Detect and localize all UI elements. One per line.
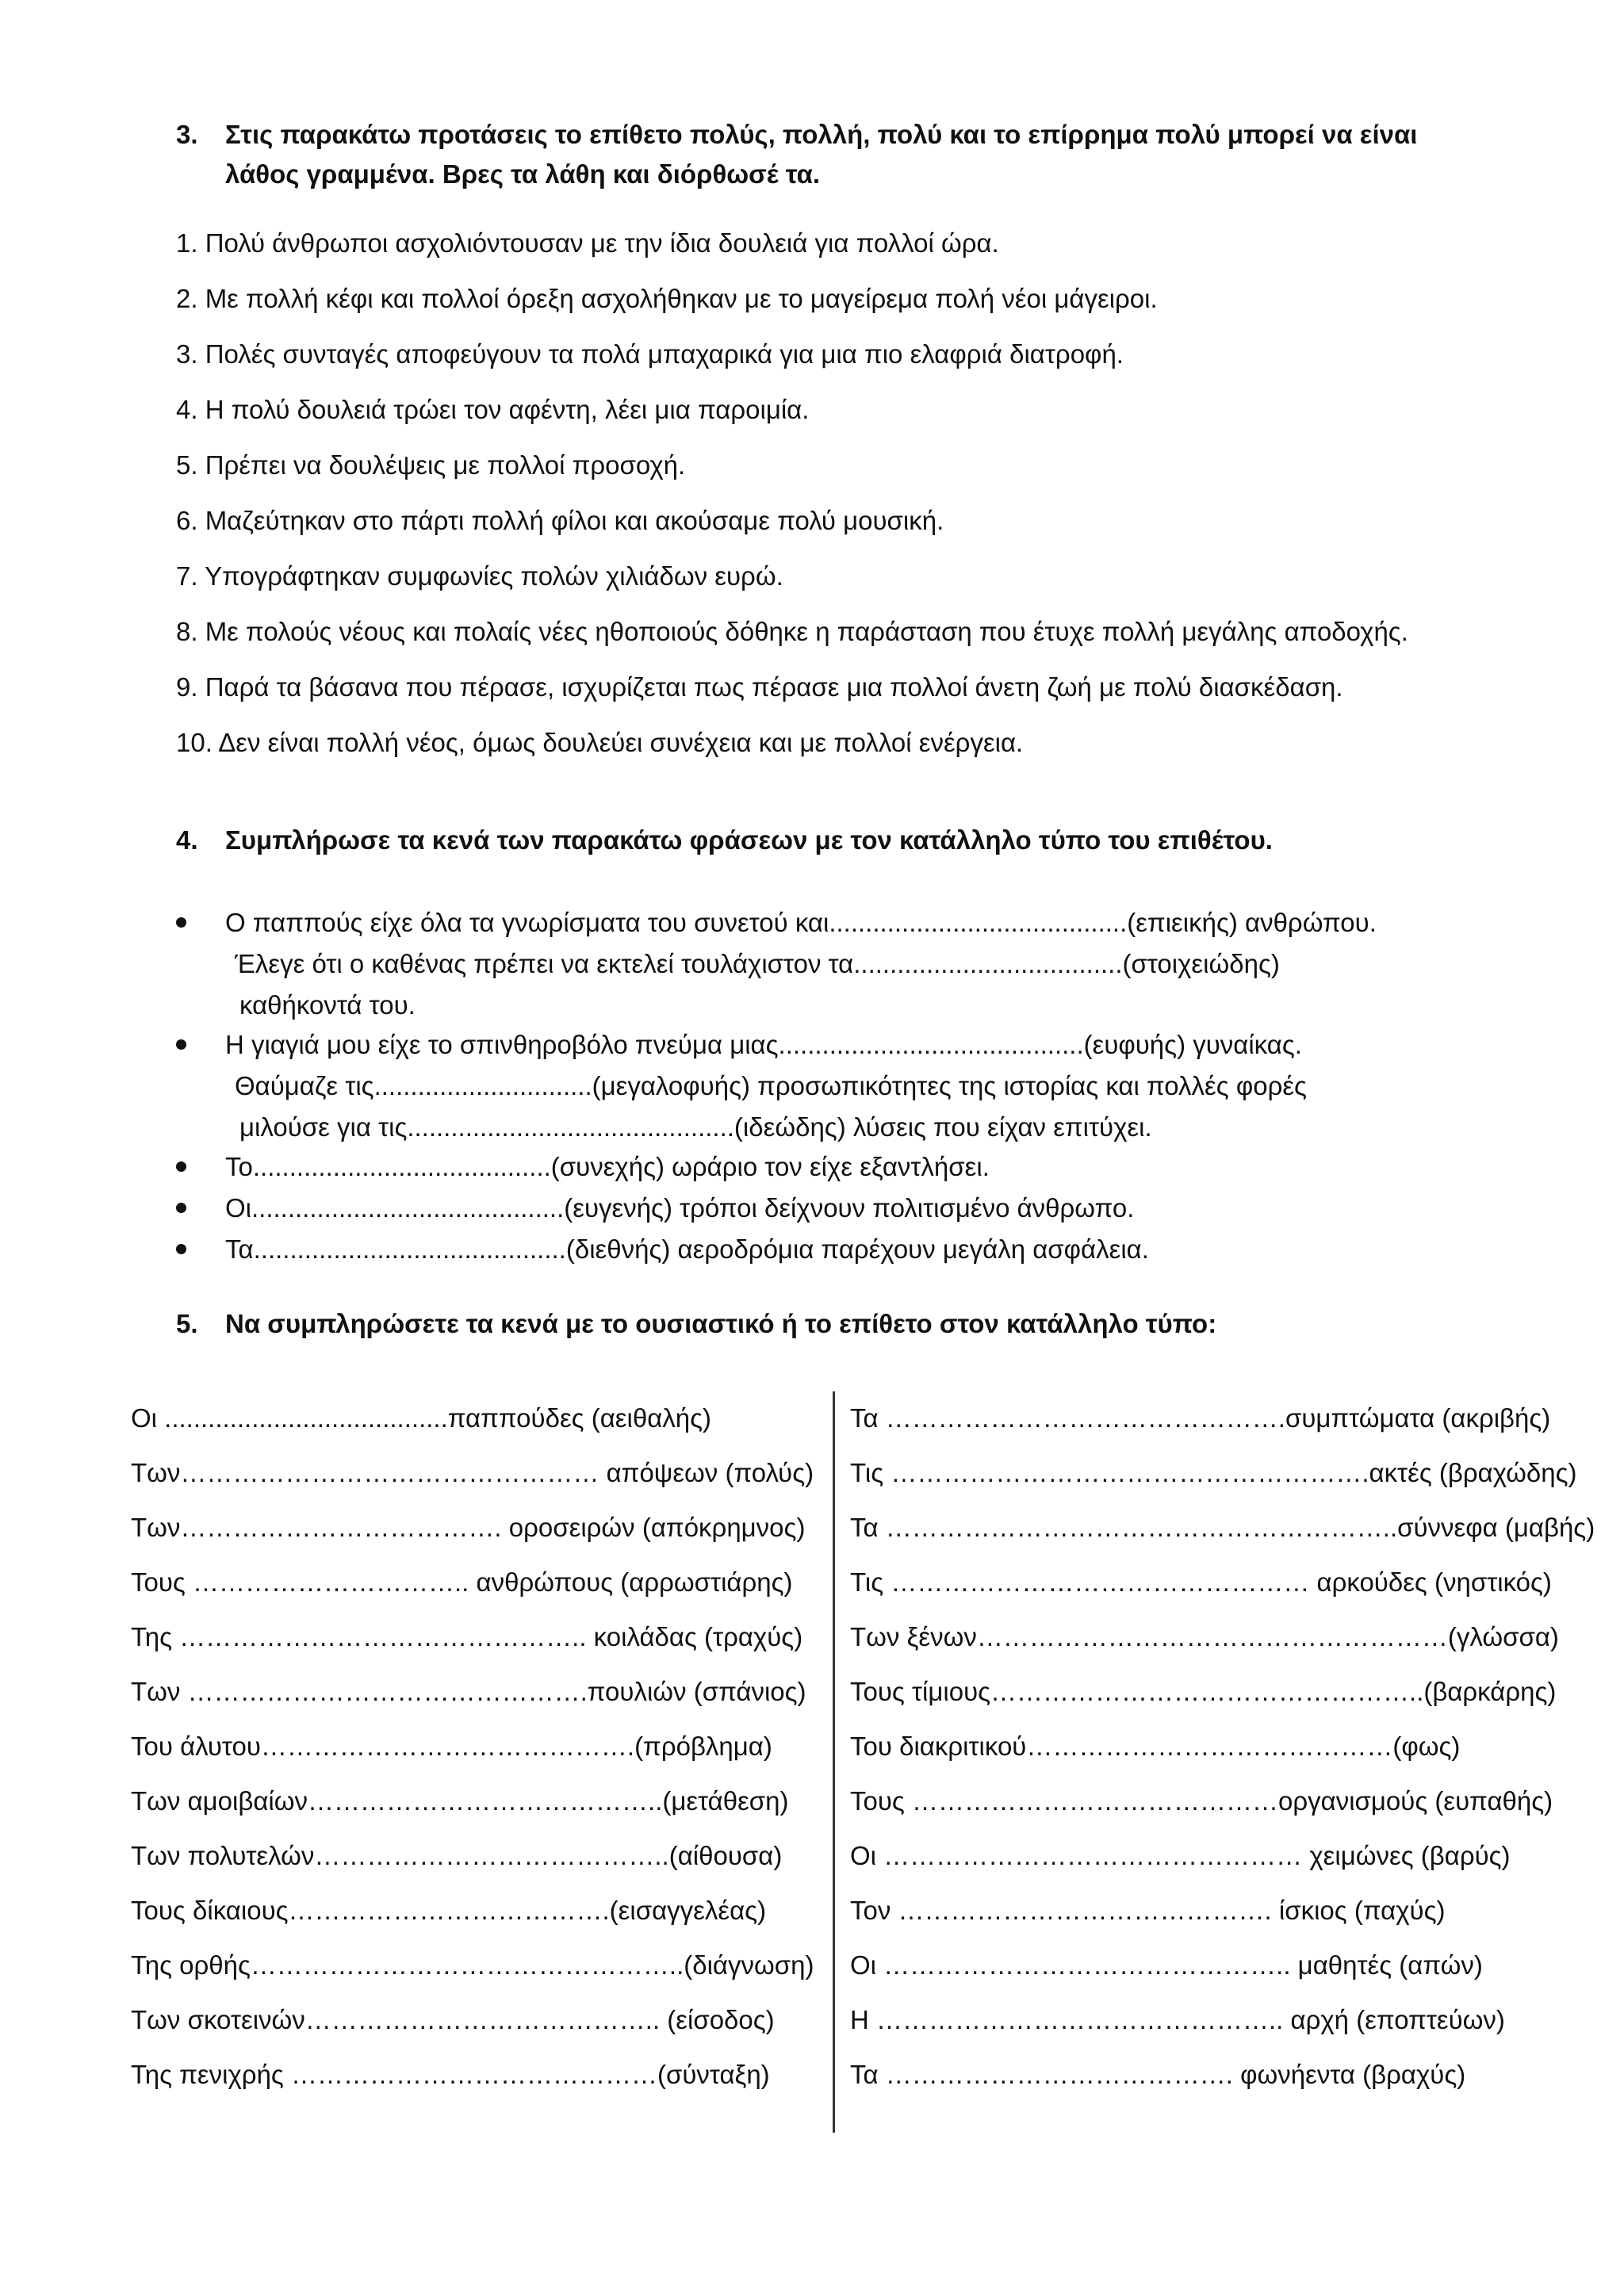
column-divider [833,1391,835,2133]
item-line: Ο παππούς είχε όλα τα γνωρίσματα του συνετού και.........................................(επιεικής) ανθρώπου. [225,908,1377,937]
section-4-heading [176,821,1477,860]
sentence-2: 2. Με πολλή κέφι και πολλοί όρεξη ασχολήθηκαν με το μαγείρεμα πολή νέοι μάγειροι. [176,284,1158,313]
sentence-9: 9. Παρά τα βάσανα που πέρασε, ισχυρίζεται πως πέρασε μια πολλοί άνετη ζωή με πολύ διασκέδαση. [176,672,1343,702]
bullet-icon [176,1203,186,1213]
fill-row-left-8: Των αμοιβαίων…………………………………..(μετάθεση) [131,1786,789,1816]
sentence-10: 10. Δεν είναι πολλή νέος, όμως δουλεύει συνέχεια και με πολλοί ενέργεια. [176,728,1024,757]
section-number: 3. [176,120,198,149]
section-title: Συμπλήρωσε τα κενά των παρακάτω φράσεων με τον κατάλληλο τύπο του επιθέτου. [225,825,1273,855]
sentence-7: 7. Υπογράφτηκαν συμφωνίες πολών χιλιάδων ευρώ. [176,561,783,591]
sentence-1: 1. Πολύ άνθρωποι ασχολιόντουσαν με την ίδια δουλειά για πολλοί ώρα. [176,228,999,258]
fill-row-left-1: Οι .......................................παππούδες (αειθαλής) [131,1403,712,1433]
fill-row-right-8: Τους ……………………………………οργανισμούς (ευπαθής) [850,1786,1553,1816]
bullet-icon [176,1161,186,1172]
fill-row-right-5: Των ξένων………………………………………………(γλώσσα) [850,1622,1559,1651]
fill-row-left-6: Των ……………………………………….πουλιών (σπάνιος) [131,1677,806,1706]
sentence-3: 3. Πολές συνταγές αποφεύγουν τα πολά μπαχαρικά για μια πιο ελαφριά διατροφή. [176,339,1124,369]
section-number: 5. [176,1309,198,1338]
fill-row-left-5: Της ……………………………………….. κοιλάδας (τραχύς) [131,1622,803,1651]
fill-row-right-3: Τα …………………………………………………..σύννεφα (μαβής) [850,1513,1595,1542]
bullet-icon [176,917,186,928]
fill-row-right-12: Η ……………………………………….. αρχή (εποπτεύων) [850,2005,1505,2034]
item-line: Έλεγε ότι ο καθένας πρέπει να εκτελεί τουλάχιστον τα.....................................(στοιχειώδης) [235,949,1280,978]
item-line: Τα...........................................(διεθνής) αεροδρόμια παρέχουν μεγάλη ασφάλεια. [225,1234,1149,1264]
fill-row-right-2: Τις ……………………………………………….ακτές (βραχώδης) [850,1458,1577,1487]
fill-row-left-12: Των σκοτεινών………………………………….. (είσοδος) [131,2005,775,2034]
fill-row-left-4: Τους ………………………….. ανθρώπους (αρρωστιάρης) [131,1567,793,1597]
fill-row-left-7: Του άλυτου…………………………………….(πρόβλημα) [131,1732,772,1761]
sentence-4: 4. Η πολύ δουλειά τρώει τον αφέντη, λέει μια παροιμία. [176,395,810,424]
fill-row-left-10: Τους δίκαιους……………………………….(εισαγγελέας) [131,1896,767,1925]
fill-item-5 [176,1229,1524,1270]
bullet-icon [176,1244,186,1254]
sentence-6: 6. Μαζεύτηκαν στο πάρτι πολλή φίλοι και ακούσαμε πολύ μουσική. [176,506,944,535]
fill-row-right-6: Τους τίμιους…………………………………………..(βαρκάρης) [850,1677,1557,1706]
item-line: καθήκοντά του. [239,990,416,1020]
fill-item-3 [176,1146,1524,1188]
sentence-8: 8. Με πολούς νέους και πολαίς νέες ηθοποιούς δόθηκε η παράσταση που έτυχε πολλή μεγάλης αποδοχής. [176,617,1408,646]
section-title: Στις παρακάτω προτάσεις το επίθετο πολύς, πολλή, πολύ και το επίρρημα πολύ μπορεί να είναι λάθος γραμμένα. Βρες τα λάθη και διόρθωσέ τα. [225,120,1418,189]
fill-row-left-9: Των πολυτελών…………………………………..(αίθουσα) [131,1841,783,1870]
section-3-heading [176,115,1477,194]
section-5-heading [176,1304,1477,1344]
fill-item-4 [176,1188,1524,1229]
item-line: Θαύμαζε τις..............................(μεγαλοφυής) προσωπικότητες της ιστορίας και πολλές φορές [235,1071,1307,1100]
fill-row-right-10: Τον ……………………………………. ίσκιος (παχύς) [850,1896,1446,1925]
section-title: Να συμπληρώσετε τα κενά με το ουσιαστικό ή το επίθετο στον κατάλληλο τύπο: [225,1309,1217,1338]
fill-row-left-11: Της ορθής…………………………………………..(διάγνωση) [131,1950,814,1980]
bullet-icon [176,1039,186,1050]
fill-item-1 [176,902,1524,1026]
sentence-5: 5. Πρέπει να δουλέψεις με πολλοί προσοχή. [176,450,686,480]
fill-row-right-11: Οι ……………………………………….. μαθητές (απών) [850,1950,1483,1980]
fill-row-left-13: Της πενιχρής ……………………………………(σύνταξη) [131,2060,770,2089]
section-number: 4. [176,825,198,855]
fill-row-right-7: Του διακριτικού……………………………………(φως) [850,1732,1461,1761]
item-line: Το.........................................(συνεχής) ωράριο τον είχε εξαντλήσει. [225,1152,990,1181]
fill-item-2 [176,1024,1524,1148]
item-line: Οι...........................................(ευγενής) τρόποι δείχνουν πολιτισμένο άνθρωπο. [225,1193,1135,1223]
fill-row-left-2: Των………………………………………… απόψεων (πολύς) [131,1458,814,1487]
item-line: μιλούσε για τις.............................................(ιδεώδης) λύσεις που είχαν επιτύχει. [239,1112,1152,1142]
fill-row-right-9: Οι ………………………………………… χειμώνες (βαρύς) [850,1841,1511,1870]
item-line: Η γιαγιά μου είχε το σπινθηροβόλο πνεύμα μιας..........................................(ευφυής) γυναίκας. [225,1030,1302,1059]
fill-row-left-3: Των………………………………. οροσειρών (απόκρημνος) [131,1513,806,1542]
fill-row-right-4: Τις ………………………………………… αρκούδες (νηστικός) [850,1567,1552,1597]
fill-row-right-1: Τα ……………………………………….συμπτώματα (ακριβής) [850,1403,1551,1433]
fill-row-right-13: Τα …………………………………. φωνήεντα (βραχύς) [850,2060,1466,2089]
